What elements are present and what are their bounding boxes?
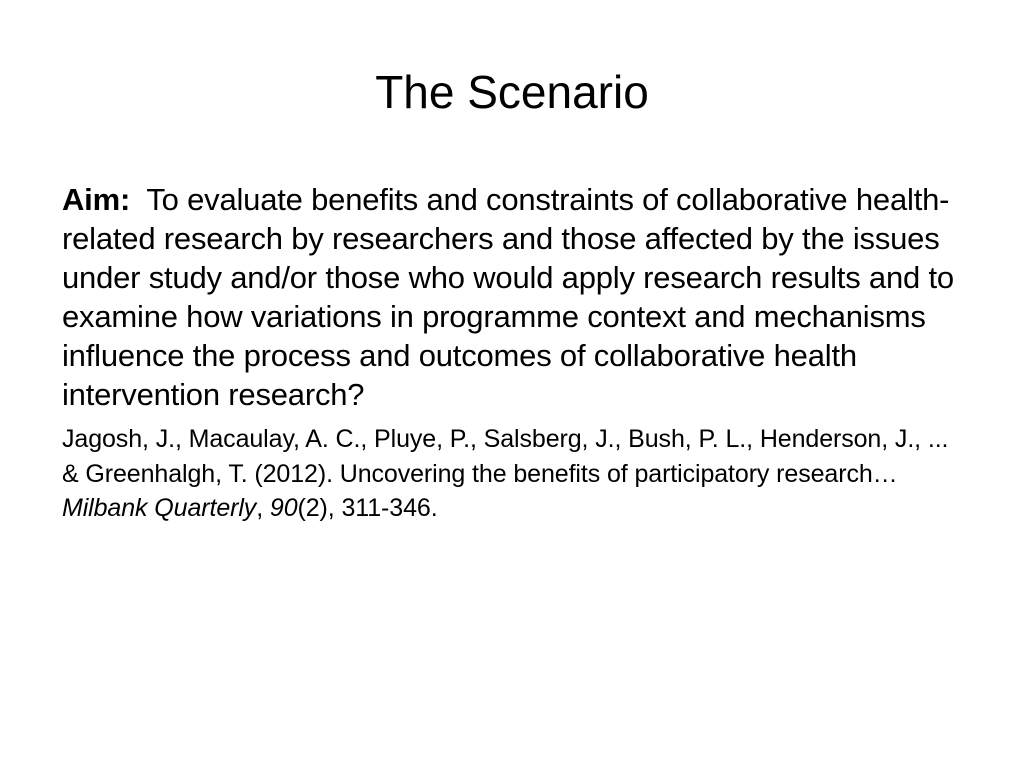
slide-title: The Scenario bbox=[375, 66, 649, 118]
citation-journal: Milbank Quarterly bbox=[62, 494, 257, 522]
aim-paragraph bbox=[62, 180, 962, 414]
aim-label: Aim: bbox=[62, 182, 131, 217]
citation-separator: , bbox=[256, 494, 264, 522]
citation-volume: 90 bbox=[269, 494, 298, 522]
aim-text: To evaluate benefits and constraints of collaborative health-related research by researchers and those affected by the issues under study and/or those who would apply research results and to examine how variations in programme context and mechanisms influence the process and outcomes of collaborative health intervention research? bbox=[62, 182, 954, 412]
citation-authors-title: Jagosh, J., Macaulay, A. C., Pluye, P., Salsberg, J., Bush, P. L., Henderson, J., ... & Greenhalgh, T. (2012). Uncovering the benefits of participatory research… bbox=[62, 425, 949, 488]
citation-issue: (2), bbox=[297, 494, 335, 522]
citation bbox=[62, 422, 962, 526]
slide-content bbox=[62, 180, 962, 526]
citation-pages: 311-346. bbox=[341, 494, 438, 522]
